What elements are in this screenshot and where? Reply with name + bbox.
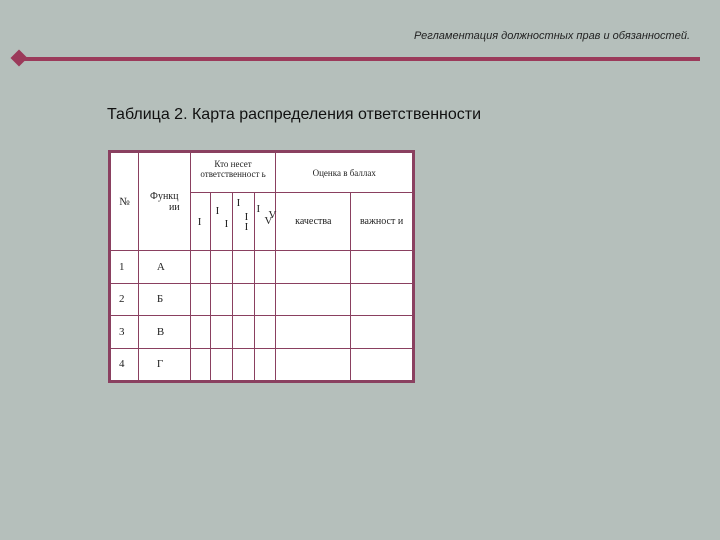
row-function: Г: [138, 348, 190, 381]
row-number: 3: [111, 316, 139, 349]
header-who-responsible: Кто несет ответственност ь: [190, 153, 276, 193]
row-number: 1: [111, 251, 139, 284]
table-title: Таблица 2. Карта распределения ответственности: [107, 106, 482, 123]
roman-col-1: I: [190, 193, 210, 251]
row-function: Б: [138, 283, 190, 316]
header-functions: Функц ии: [138, 153, 190, 251]
row-number: 2: [111, 283, 139, 316]
table-row: [111, 283, 413, 316]
roman-col-2: I I: [210, 193, 232, 251]
header-quality: качества: [276, 193, 351, 251]
roman-col-4: I V V: [254, 193, 276, 251]
slide-header: Регламентация должностных прав и обязанностей.: [413, 30, 690, 42]
header-importance: важност и: [351, 193, 413, 251]
roman-col-3: I I I: [232, 193, 254, 251]
table-row: [111, 348, 413, 381]
responsibility-table: [108, 150, 415, 383]
row-function: В: [138, 316, 190, 349]
header-number: №: [111, 153, 139, 251]
header-score: Оценка в баллах: [276, 153, 413, 193]
row-function: А: [138, 251, 190, 284]
responsibility-grid: [110, 152, 413, 381]
divider-line: [20, 57, 700, 61]
row-number: 4: [111, 348, 139, 381]
table-row: [111, 316, 413, 349]
table-row: [111, 251, 413, 284]
